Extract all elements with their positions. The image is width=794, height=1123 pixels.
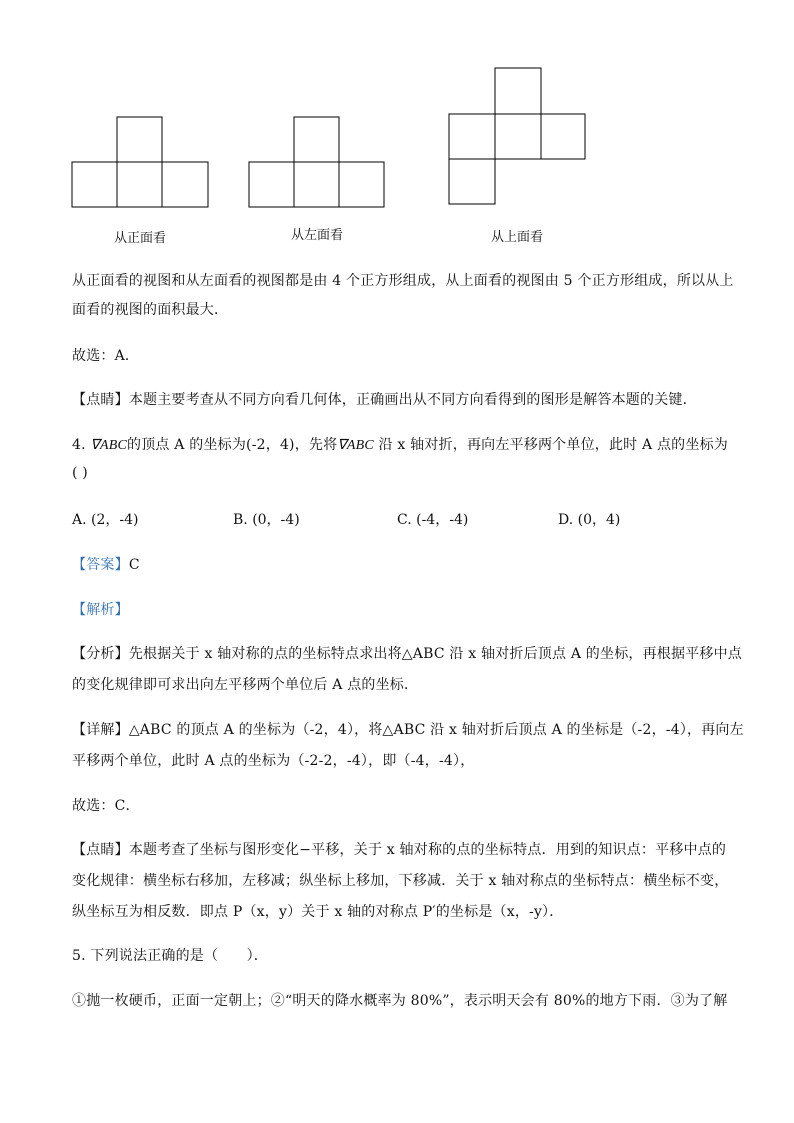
option-c: C. (-4，-4)	[397, 512, 469, 528]
xiangjie-line-1	[72, 719, 744, 739]
q5-stem: 5. 下列说法正确的是（ ）．	[72, 948, 269, 964]
q5-line-1: ①抛一枚硬币，正面一定朝上；②“明天的降水概率为 80%”，表示明天会有 80%的地方下雨．③为了解	[72, 993, 728, 1009]
three-view-figures	[0, 0, 794, 250]
analysis-tag: 【解析】	[72, 602, 129, 618]
fenxi-text-1: 先根据关于 x 轴对称的点的坐标特点求出将△ABC 沿 x 轴对折后顶点 A 的坐标，再根据平移中点	[128, 646, 742, 662]
dianjing-line-3: 纵坐标互为相反数．即点 P（x，y）关于 x 轴的对称点 P′的坐标是（x，-y）．	[72, 904, 564, 920]
front-view-caption: 从正面看	[114, 231, 167, 246]
views-drawing	[0, 0, 794, 250]
xiangjie-line-2: 平移两个单位，此时 A 点的坐标为（-2-2，-4），即（-4，-4），	[72, 753, 475, 769]
answer-tag: 【答案】	[72, 557, 129, 573]
prev-choice: 故选：A．	[72, 348, 140, 364]
q4-choice: 故选：C．	[72, 798, 140, 814]
comment-text: 本题主要考查从不同方向看几何体，正确画出从不同方向看得到的图形是解答本题的关键．	[128, 392, 697, 408]
top-view-caption: 从上面看	[491, 230, 544, 245]
analysis-heading	[72, 599, 129, 619]
fenxi-line-1	[72, 643, 742, 663]
option-b: B. (0，-4)	[233, 512, 300, 528]
q4-stem-part-a: 的顶点 A 的坐标为(-2，4)，先将	[127, 437, 338, 453]
triangle-symbol: ∇ABC	[90, 438, 128, 453]
answer-line	[72, 554, 140, 574]
prev-comment	[72, 389, 697, 409]
xiangjie-text-1: △ABC 的顶点 A 的坐标为（-2，4），将△ABC 沿 x 轴对折后顶点 A 的坐标是（-2，-4），再向左	[128, 722, 744, 738]
q4-stem-line-1	[72, 434, 728, 454]
left-view-grid	[249, 117, 384, 207]
prev-solution-line-1: 从正面看的视图和从左面看的视图都是由 4 个正方形组成，从上面看的视图由 5 个正方形组成，所以从上	[72, 273, 734, 289]
q4-stem-part-b: 沿 x 轴对折，再向左平移两个单位，此时 A 点的坐标为	[378, 437, 728, 453]
option-a: A. (2，-4)	[72, 512, 139, 528]
triangle-symbol: ∇ABC	[337, 438, 374, 453]
q4-blank: ( )	[72, 465, 88, 481]
fenxi-line-2: 的变化规律即可求出向左平移两个单位后 A 点的坐标．	[72, 677, 419, 693]
front-view-grid	[72, 117, 208, 207]
left-view-caption: 从左面看	[291, 228, 344, 243]
answer-value: C	[128, 557, 140, 573]
dianjing-line-1	[72, 839, 726, 859]
q4-number: 4.	[72, 437, 86, 453]
dianjing-text-1: 本题考查了坐标与图形变化−平移，关于 x 轴对称的点的坐标特点．用到的知识点：平移中点的	[128, 842, 727, 858]
comment-tag: 【点睛】	[72, 392, 129, 408]
option-d: D. (0，4)	[558, 512, 621, 528]
top-view-grid	[449, 68, 585, 204]
dianjing-line-2: 变化规律：横坐标右移加，左移减；纵坐标上移加，下移减．关于 x 轴对称点的坐标特点：横坐标不变，	[72, 873, 729, 889]
prev-solution-line-2: 面看的视图的面积最大．	[72, 302, 229, 318]
fenxi-tag: 【分析】	[72, 646, 129, 662]
dianjing-tag: 【点睛】	[72, 842, 129, 858]
xiangjie-tag: 【详解】	[72, 722, 129, 738]
